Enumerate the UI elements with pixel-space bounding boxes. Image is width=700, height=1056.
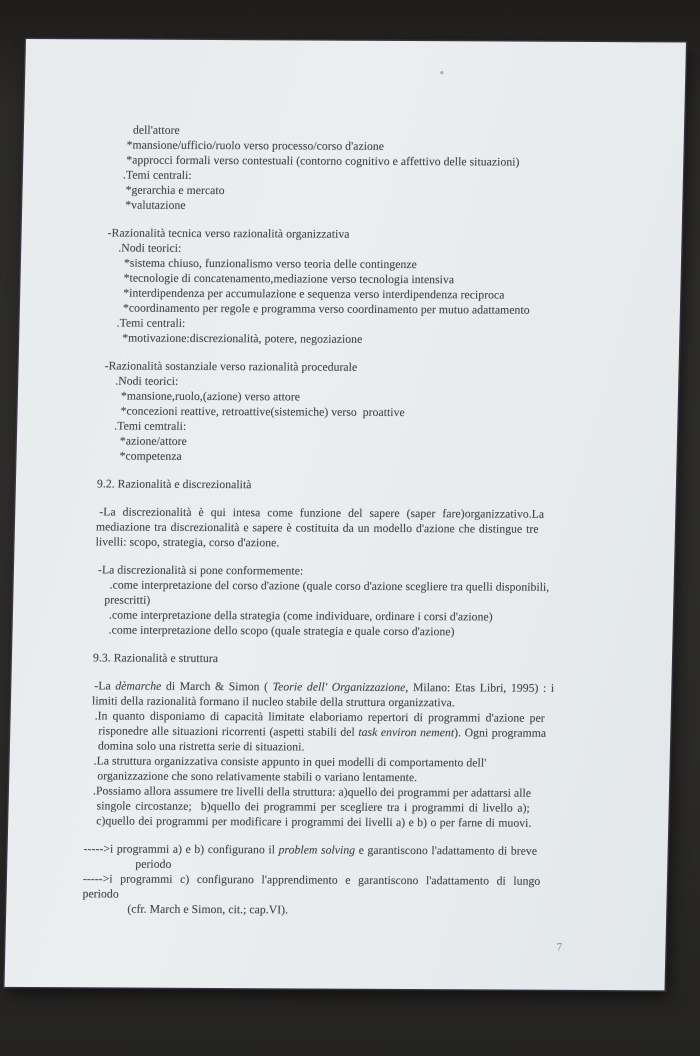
text-line: *tecnologie di concatenamento,mediazione verso tecnologia intensiva [123,271,455,287]
text-line: periodo [82,887,119,901]
text-line: -La discrezionalità è qui intesa come funzione del sapere (saper fare)organizzativo.La [99,505,545,521]
heading-9-2 [92,476,597,494]
text-line: ----->i programmi a) e b) configurano il problem solving e garantiscono l'adattamento di breve [83,842,538,858]
text-line: .Nodi teorici: [118,241,182,255]
text-line: .come interpretazione dello scopo (quale strategia e quale corso d'azione) [108,623,455,639]
text-line: .come interpretazione della strategia (come individuare, ordinare i corsi d'azione) [108,608,493,624]
text-line: organizzazione che sono relativamente stabili o variano lentamente. [97,769,418,785]
page-content [82,122,605,919]
para-demarche-march-simon [84,678,592,831]
text-line: *motivazione:discrezionalità, potere, negoziazione [122,331,363,346]
text-line: *competenza [119,449,182,463]
block-razionalita-tecnica [95,225,603,348]
text-line: mediazione tra discrezionalità e sapere è costituita da un modello d'azione che distingue tre [95,520,539,536]
text-line: .Temi cemtrali: [114,419,187,433]
text-line: .Possiamo allora assumere tre livelli della struttura: a)quello dei programmi per adattarsi alle [92,784,532,800]
text-line: 9.3. Razionalità e struttura [92,651,219,666]
block-discrezionalita-conformemente [88,562,595,640]
text-line: -Razionalità sostanziale verso razionalità procedurale [104,359,358,374]
text-line: .In quanto disponiamo di capacità limitate elaboriamo repertori di programmi d'azione per [94,709,545,725]
text-line: livelli: scopo, strategia, corso d'azione. [95,535,280,550]
text-line: 9.2. Razionalità e discrezionalità [96,477,252,492]
text-line: (cfr. March e Simon, cit.; cap.VI). [127,902,289,917]
text-line: *sistema chiuso, funzionalismo verso teoria delle contingenze [123,256,417,272]
text-line: *valutazione [125,198,186,212]
text-line: .come interpretazione del corso d'azione (quale corso d'azione scegliere tra quelli disponibili, [109,578,550,594]
para-programmi-adattamento [82,841,589,919]
paper-speck [440,71,443,74]
text-line: -La discrezionalità si pone conformemente: [97,563,304,578]
page-number: 7 [556,941,563,954]
text-line: ----->i programmi c) configurano l'apprendimento e garantiscono l'adattamento di lungo [82,872,541,888]
text-line: *gerarchia e mercato [125,183,225,198]
text-line: periodo [135,857,172,871]
block-mansione-list [98,122,605,215]
text-line: *approcci formali verso contestuali (contorno cognitivo e affettivo delle situazioni) [126,153,520,169]
text-line: *concezioni reattive, retroattive(sistemiche) verso proattive [120,404,405,419]
text-line: prescritti) [104,593,151,607]
text-line: *coordinamento per regole e programma verso coordinamento per mutuo adattamento [122,301,530,317]
text-line: c)quello dei programmi per modificare i programmi dei livelli a) e b) o per farne di muovi. [96,814,532,830]
text-line: *interdipendenza per accumulazione e sequenza verso interdipendenza reciproca [123,286,505,302]
heading-9-3 [88,650,593,668]
text-line: domina solo una ristretta serie di situazioni. [97,739,305,754]
text-line: -Razionalità tecnica verso razionalità organizzativa [107,226,350,241]
text-line: risponedre alle situazioni ricorrenti (aspetti stabili del task environ nement). Ogni programma [98,724,547,740]
text-line: .Temi centrali: [116,316,186,330]
para-discrezionalita-sapere [90,504,596,552]
text-line: -La dèmarche di March & Simon ( Teorie dell' Organizzazione, Milano: Etas Libri, 1995) : i [94,679,555,695]
text-line: .La struttura organizzativa consiste appunto in quei modelli di comportamento dell' [93,754,487,770]
text-line: singole circostanze; b)quello dei programmi per scegliere tra i programmi di livello a); [96,799,530,815]
block-razionalita-sostanziale [92,358,599,466]
text-line: .Nodi teorici: [115,374,179,388]
text-line: dell'attore [132,123,180,137]
text-line: *mansione/ufficio/ruolo verso processo/corso d'azione [126,138,385,153]
text-line: .Temi centrali: [122,168,192,182]
text-line: *mansione,ruolo,(azione) verso attore [120,389,301,404]
text-line: *azione/attore [119,434,187,448]
text-line: limiti della razionalità formano il nucleo stabile della struttura organizzativa. [91,694,455,710]
document-page [4,39,686,990]
